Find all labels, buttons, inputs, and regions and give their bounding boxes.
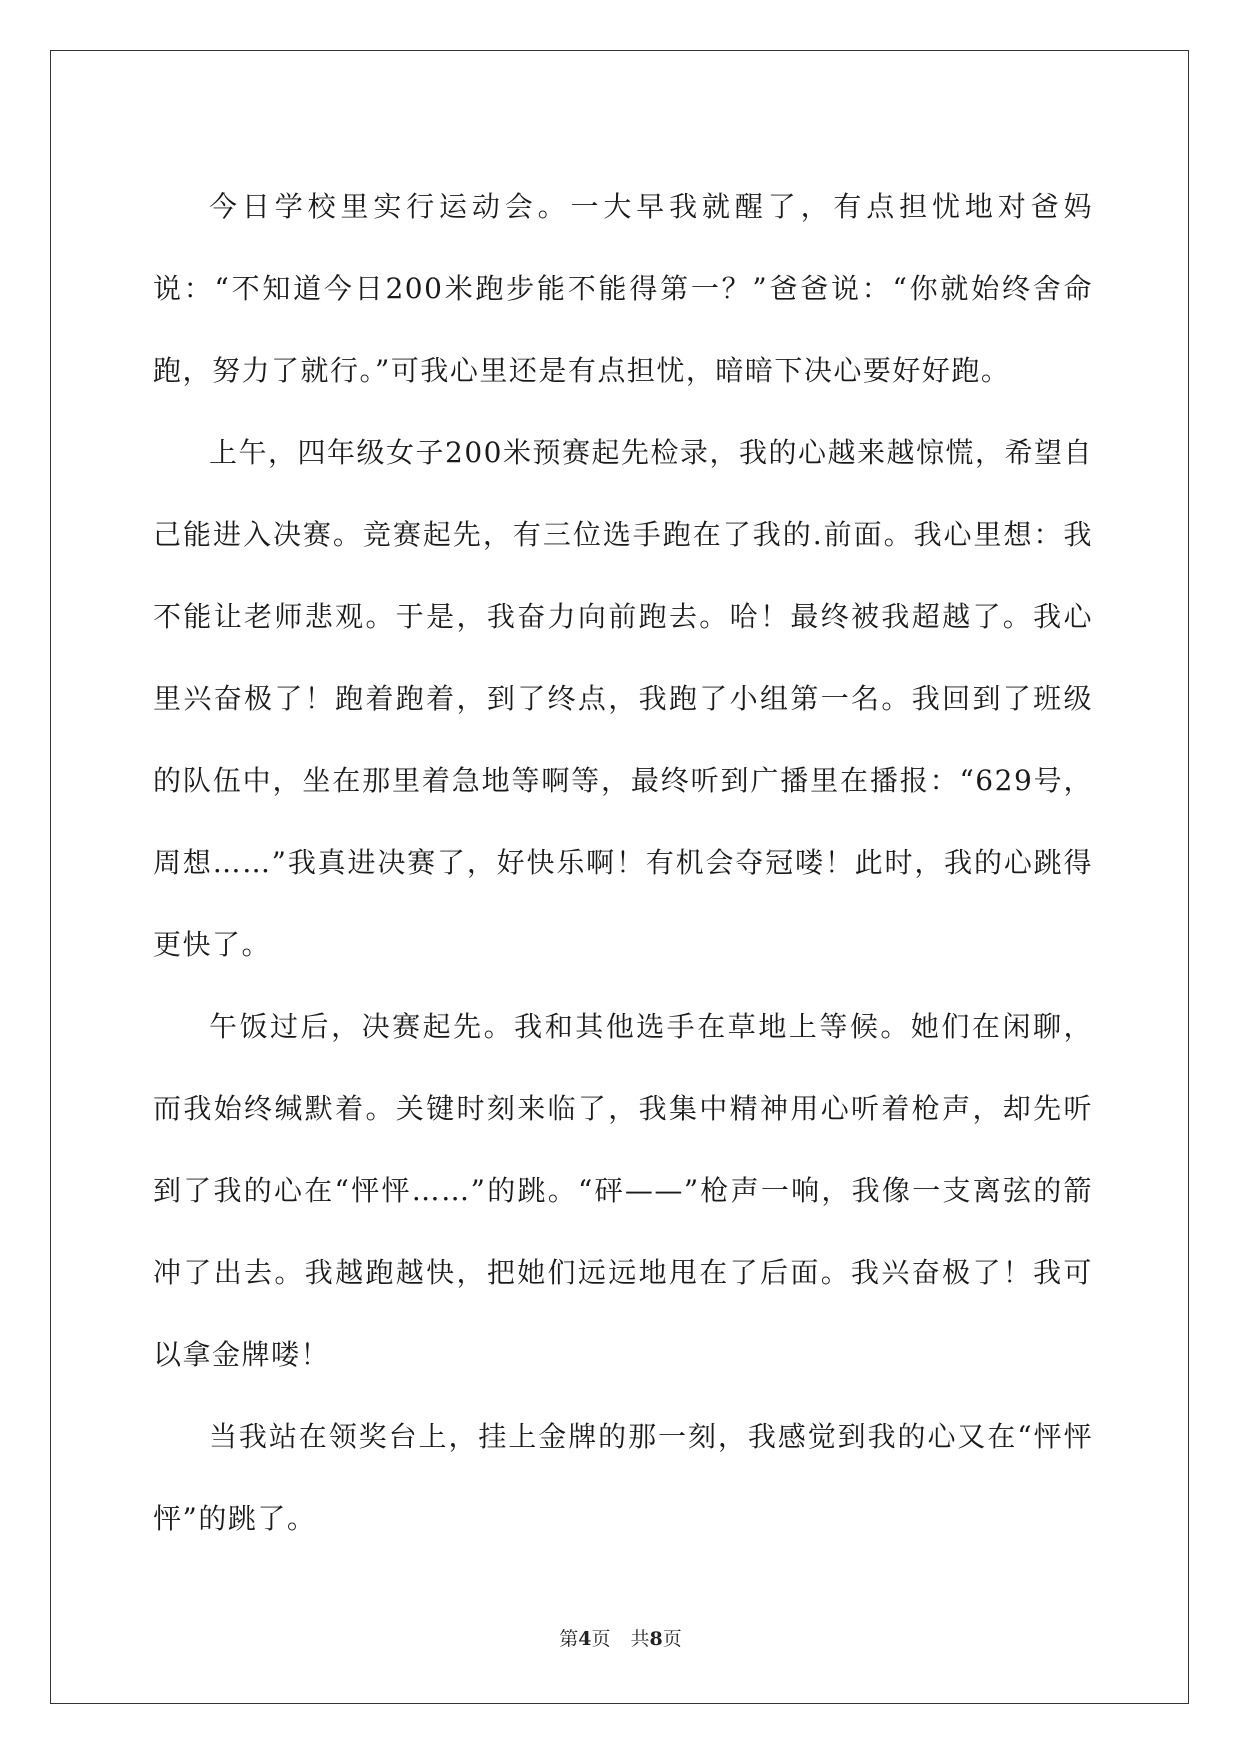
paragraph-2: 上午，四年级女子200米预赛起先检录，我的心越来越惊慌，希望自己能进入决赛。竞赛起先，有三位选手跑在了我的.前面。我心里想：我不能让老师悲观。于是，我奋力向前跑去。哈！最终被我超越了。我心里兴奋极了！跑着跑着，到了终点，我跑了小组第一名。我回到了班级的队伍中，坐在那里着急地等啊等，最终听到广播里在播报：“629号，周想……”我真进决赛了，好快乐啊！有机会夺冠喽！此时，我的心跳得更快了。 — [153, 436, 1093, 961]
total-suffix: 页 — [662, 1628, 682, 1650]
total-prefix: 共 — [630, 1628, 650, 1650]
document-body — [153, 166, 1093, 1560]
current-page-number: 4 — [578, 1628, 592, 1650]
paragraph-3: 午饭过后，决赛起先。我和其他选手在草地上等候。她们在闲聊，而我始终缄默着。关键时刻来临了，我集中精神用心听着枪声，却先听到了我的心在“怦怦……”的跳。“砰——”枪声一响，我像一支离弦的箭冲了出去。我越跑越快，把她们远远地甩在了后面。我兴奋极了！我可以拿金牌喽！ — [153, 1010, 1093, 1371]
page-footer — [0, 1624, 1241, 1651]
page-suffix: 页 — [591, 1628, 611, 1650]
paragraph-1: 今日学校里实行运动会。一大早我就醒了，有点担忧地对爸妈说：“不知道今日200米跑步能不能得第一？”爸爸说：“你就始终舍命跑，努力了就行。”可我心里还是有点担忧，暗暗下决心要好好跑。 — [153, 190, 1093, 387]
paragraph-4: 当我站在领奖台上，挂上金牌的那一刻，我感觉到我的心又在“怦怦怦”的跳了。 — [153, 1420, 1093, 1535]
total-page-number: 8 — [649, 1628, 663, 1650]
page-prefix: 第 — [559, 1628, 579, 1650]
